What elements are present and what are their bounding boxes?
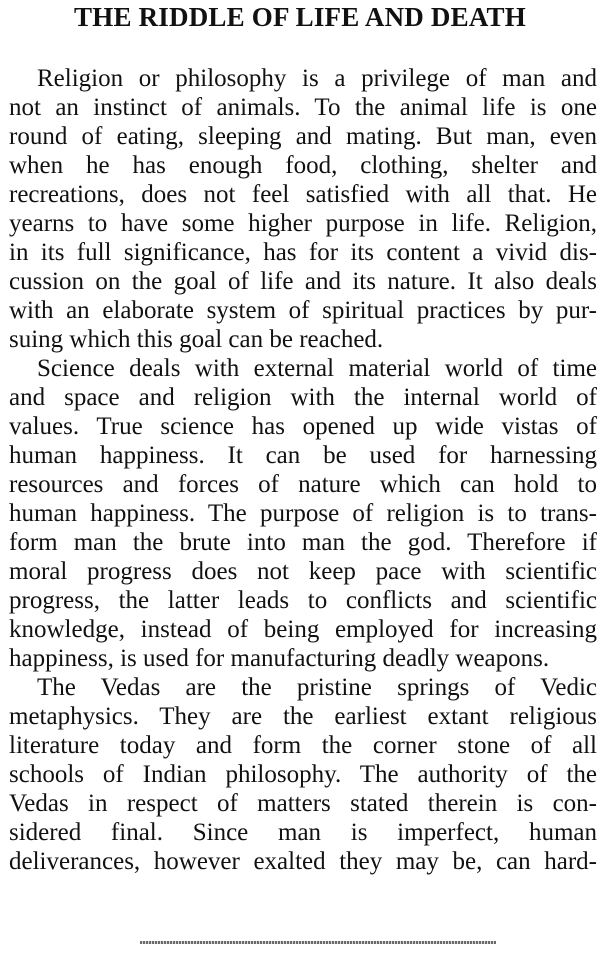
text-line: happiness, is used for manufacturing deadly weapons.: [9, 645, 550, 672]
text-line: and space and religion with the internal world of: [9, 384, 597, 411]
text-line: metaphysics. They are the earliest extant religious: [9, 703, 597, 730]
text-line: human happiness. It can be used for harnessing: [9, 442, 597, 469]
text-line: form man the brute into man the god. Therefore if: [9, 529, 597, 556]
text-line: deliverances, however exalted they may be, can hard-: [9, 848, 597, 875]
text-line: Religion or philosophy is a privilege of man and: [37, 65, 597, 92]
paragraph-3: [9, 673, 597, 876]
footer-rule: [140, 941, 496, 944]
text-line: yearns to have some higher purpose in life. Religion,: [9, 210, 597, 237]
text-line: not an instinct of animals. To the animal life is one: [9, 94, 597, 121]
text-line: sidered final. Since man is imperfect, human: [9, 819, 597, 846]
text-line: values. True science has opened up wide vistas of: [9, 413, 597, 440]
text-line: moral progress does not keep pace with scientific: [9, 558, 597, 585]
chapter-title: THE RIDDLE OF LIFE AND DEATH: [74, 2, 526, 32]
text-line: resources and forces of nature which can hold to: [9, 471, 597, 498]
text-line: when he has enough food, clothing, shelter and: [9, 152, 597, 179]
text-line: Vedas in respect of matters stated therein is con-: [9, 790, 597, 817]
paragraph-1: [9, 64, 597, 354]
text-line: human happiness. The purpose of religion is to trans-: [9, 500, 597, 527]
text-line: progress, the latter leads to conflicts and scientific: [9, 587, 597, 614]
text-line: recreations, does not feel satisfied with all that. He: [9, 181, 597, 208]
text-line: literature today and form the corner stone of all: [9, 732, 597, 759]
text-line: The Vedas are the pristine springs of Vedic: [37, 674, 597, 701]
text-line: in its full significance, has for its content a vivid dis-: [9, 239, 597, 266]
text-line: schools of Indian philosophy. The authority of the: [9, 761, 597, 788]
text-line: suing which this goal can be reached.: [9, 326, 384, 353]
text-line: with an elaborate system of spiritual practices by pur-: [9, 297, 597, 324]
body-text: [9, 64, 597, 876]
text-line: Science deals with external material world of time: [37, 355, 597, 382]
text-line: cussion on the goal of life and its nature. It also deals: [9, 268, 597, 295]
paragraph-2: [9, 354, 597, 673]
text-line: knowledge, instead of being employed for increasing: [9, 616, 597, 643]
text-line: round of eating, sleeping and mating. But man, even: [9, 123, 597, 150]
